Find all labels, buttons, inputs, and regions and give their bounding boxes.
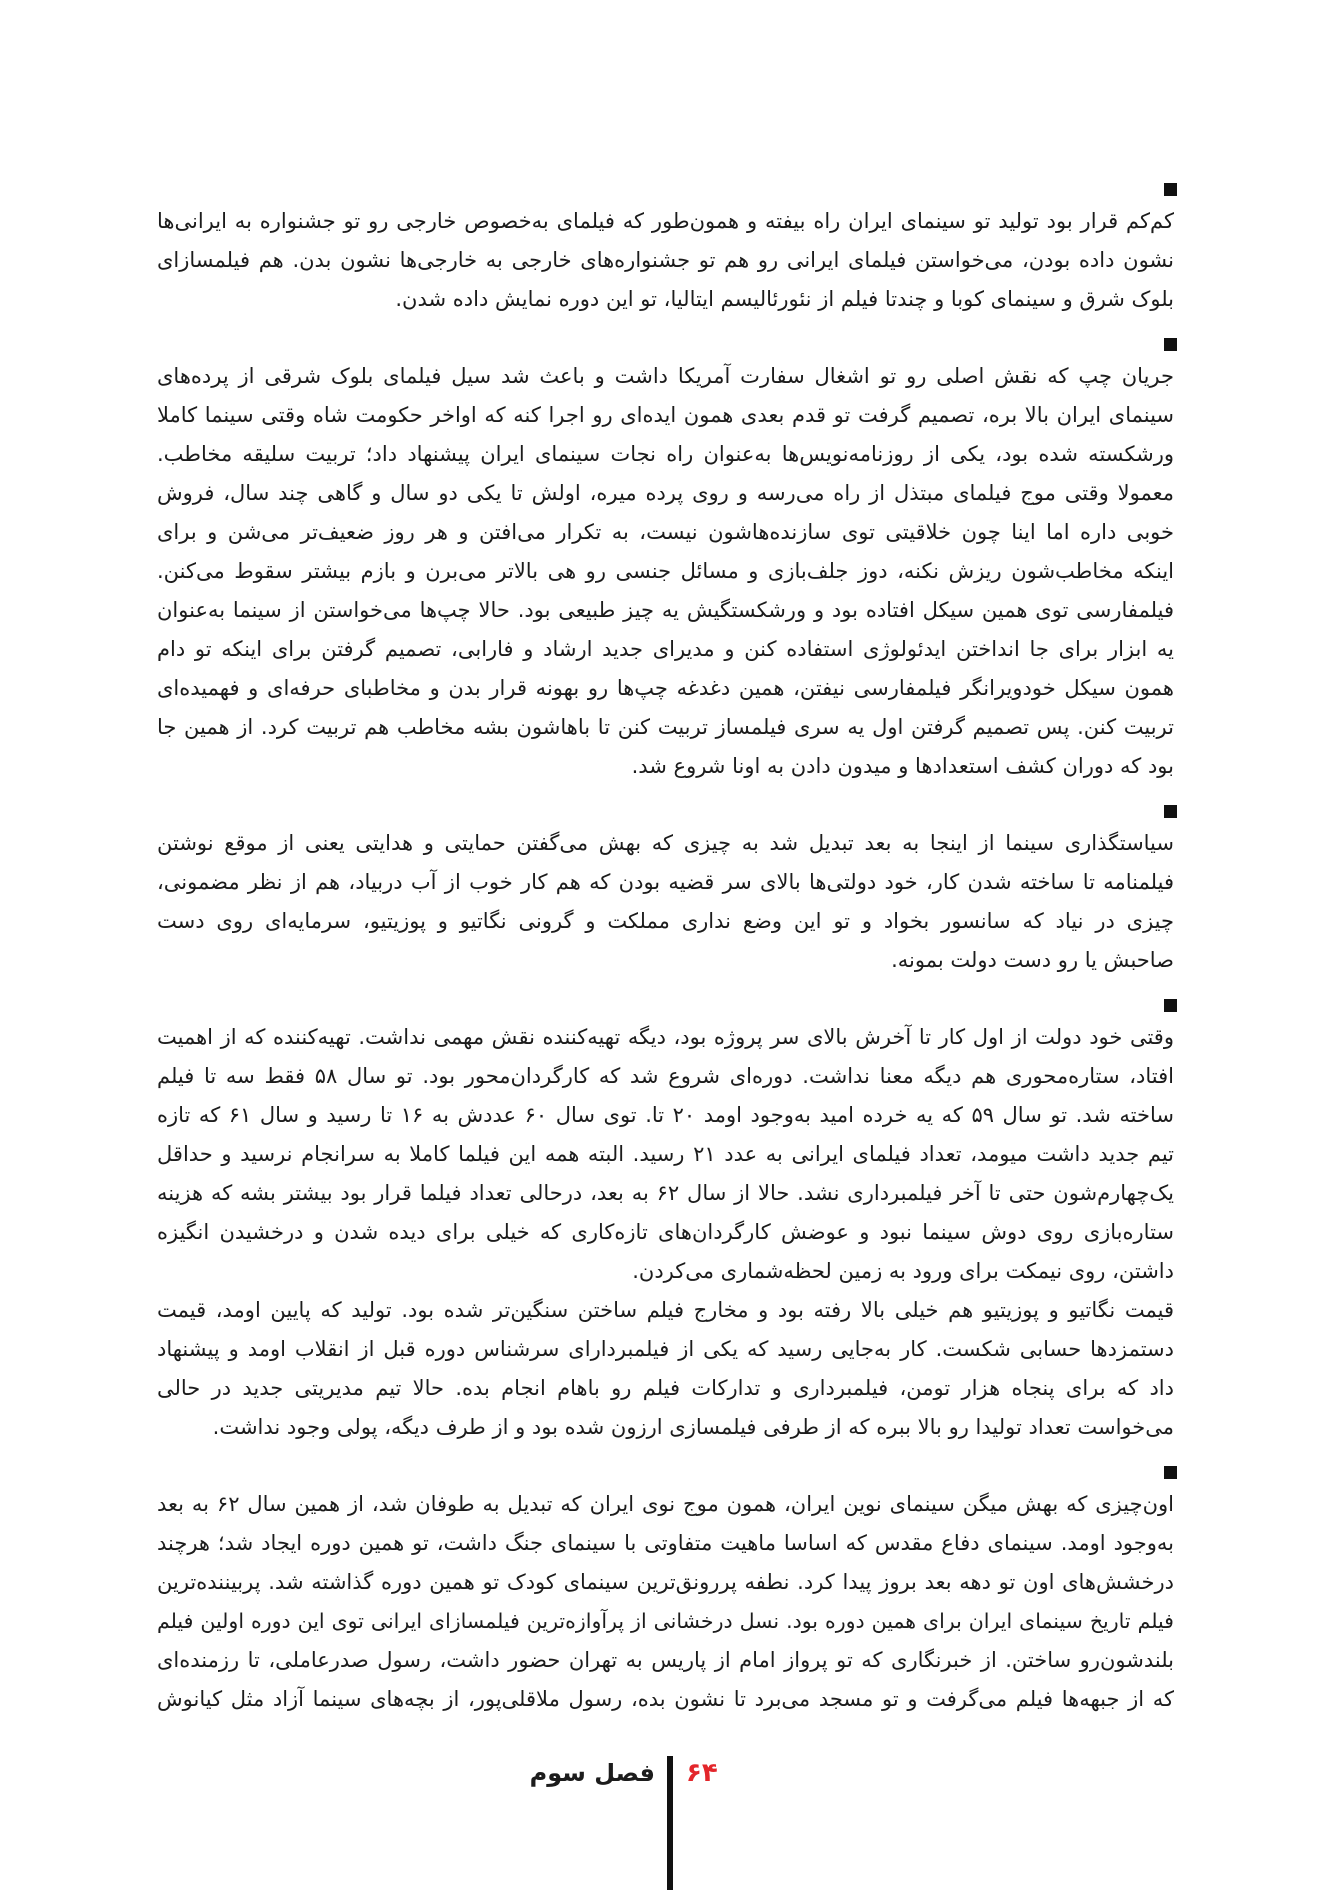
text-line: سینمای ایران بالا بره، تصمیم گرفت تو قدم بعدی همون ایده‌ای رو اجرا کنه که اواخر حکومت شاه وقتی سینما کاملا: [157, 403, 1174, 427]
paragraph-4: [157, 992, 1174, 1291]
text-line: داشتن، روی نیمکت برای ورود به زمین لحظه‌شماری می‌کردن.: [632, 1259, 1174, 1283]
text-line: فیلمفارسی توی همین سیکل افتاده بود و ورشکستگیش یه چیز طبیعی بود. حالا چپ‌ها می‌خواستن از سینما به‌عنوان: [157, 598, 1174, 622]
text-line: چیزی در نیاد که سانسور بخواد و تو این وضع نداری مملکت و گرونی نگاتیو و پوزیتیو، سرمایه‌ای روی دست: [157, 909, 1174, 933]
text-line: سیاستگذاری سینما از اینجا به بعد تبدیل شد به چیزی که بهش می‌گفتن حمایتی و هدایتی یعنی از موقع نوشتن: [157, 831, 1174, 855]
text-line: ورشکسته شده بود، یکی از روزنامه‌نویس‌ها به‌عنوان راه نجات سینمای ایران پیشنهاد داد؛ تربیت سلیقه مخاطب.: [157, 442, 1174, 466]
text-line: یک‌چهارم‌شون حتی تا آخر فیلمبرداری نشد. حالا از سال ۶۲ به بعد، درحالی تعداد فیلما قرار بود بیشتر بشه که هزینه: [157, 1181, 1174, 1205]
square-bullet-icon: [1164, 183, 1177, 196]
text-line: درخشش‌های اون تو دهه بعد بروز پیدا کرد. نطفه پررونق‌ترین سینمای کودک تو همین دوره گذاشته شد. پربیننده‌ترین: [157, 1570, 1174, 1594]
text-line: یه ابزار برای جا انداختن ایدئولوژی استفاده کنن و مدیرای جدید ارشاد و فارابی، تصمیم گرفتن برای اینکه تو دام: [157, 637, 1174, 661]
text-line: ساخته شد. تو سال ۵۹ که یه خرده امید به‌وجود اومد ۲۰ تا. توی سال ۶۰ عددش به ۱۶ تا رسید و سال ۶۱ که تازه: [157, 1103, 1174, 1127]
text-line: خوبی داره اما اینا چون خلاقیتی توی سازنده‌هاشون نیست، به تکرار می‌افتن و هر روز ضعیف‌تر می‌شن و برای: [157, 520, 1174, 544]
text-line: جریان چپ که نقش اصلی رو تو اشغال سفارت آمریکا داشت و باعث شد سیل فیلمای بلوک شرقی از پرده‌های: [157, 364, 1174, 388]
text-line: اینکه مخاطب‌شون ریزش نکنه، دوز جلف‌بازی و مسائل جنسی رو هی بالاتر می‌برن و بازم بیشتر سقوط می‌کنن.: [157, 559, 1174, 583]
text-line: بود که دوران کشف استعدادها و میدون دادن به اونا شروع شد.: [631, 754, 1174, 778]
page-number: ۶۴: [686, 1758, 718, 1788]
text-line: فیلم تاریخ سینمای ایران برای همین دوره بود. نسل درخشانی از پرآوازه‌ترین فیلمسازای ایرانی توی این دوره اولین فیلم: [157, 1609, 1174, 1633]
text-line: می‌خواست تعداد تولیدا رو بالا ببره که از طرفی فیلمسازی ارزون شده بود و از طرف دیگه، پولی وجود نداشت.: [212, 1415, 1174, 1439]
text-line: کم‌کم قرار بود تولید تو سینمای ایران راه بیفته و همون‌طور که فیلمای به‌خصوص خارجی رو تو جشنواره به ایرانی‌ها: [157, 209, 1174, 233]
text-line: صاحبش یا رو دست دولت بمونه.: [891, 948, 1174, 972]
chapter-title: فصل سوم: [529, 1759, 655, 1787]
text-line: همون سیکل خودویرانگر فیلمفارسی نیفتن، همین دغدغه چپ‌ها رو بهونه قرار بدن و مخاطبای حرفه‌ای و فهمیده‌ای: [157, 676, 1174, 700]
text-line: افتاد، ستاره‌محوری هم دیگه معنا نداشت. دوره‌ای شروع شد که کارگردان‌محور بود. تو سال ۵۸ فقط سه تا فیلم: [157, 1064, 1174, 1088]
paragraph-marker-row: [157, 1459, 1174, 1485]
paragraph-5: [157, 1459, 1174, 1719]
text-line: اون‌چیزی که بهش میگن سینمای نوین ایران، همون موج نوی ایران که تبدیل به طوفان شد، از همین سال ۶۲ به بعد: [157, 1492, 1174, 1516]
square-bullet-icon: [1164, 338, 1177, 351]
text-line: که از جبهه‌ها فیلم می‌گرفت و تو مسجد می‌برد تا نشون بده، رسول ملاقلی‌پور، از بچه‌های سینما آزاد مثل کیانوش: [157, 1687, 1174, 1711]
text-line: ستاره‌بازی روی دوش سینما نبود و عوضش کارگردان‌های تازه‌کاری که خیلی برای دیده شدن و درخشیدن انگیزه: [157, 1220, 1174, 1244]
text-line: دستمزدها حسابی شکست. کار به‌جایی رسید که یکی از فیلمبردارای سرشناس دوره قبل از انقلاب اومد و پیشنهاد: [157, 1337, 1174, 1361]
paragraph-marker-row: [157, 176, 1174, 202]
text-line: بلندشون‌رو ساختن. از خبرنگاری که تو پرواز امام از پاریس به تهران حضور داشت، رسول صدرعاملی، تا رزمنده‌ای: [157, 1648, 1174, 1672]
paragraph-3: [157, 798, 1174, 980]
text-line: تیم جدید داشت میومد، تعداد فیلمای ایرانی به عدد ۲۱ رسید. البته همه این فیلما کاملا به سرانجام نرسید و حداقل: [157, 1142, 1174, 1166]
square-bullet-icon: [1164, 999, 1177, 1012]
text-line: معمولا وقتی موج فیلمای مبتذل از راه می‌رسه و روی پرده میره، اولش تا یکی دو سال و گاهی چند سال، فروش: [157, 481, 1174, 505]
footer-divider: [667, 1756, 673, 1890]
text-line: داد که برای پنجاه هزار تومن، فیلمبرداری و تدارکات فیلم رو باهام انجام بده. حالا تیم مدیریتی جدید در حالی: [157, 1376, 1174, 1400]
text-line: فیلمنامه تا ساخته شدن کار، خود دولتی‌ها بالای سر قضیه بودن که هم کار خوب از آب دربیاد، هم از نظر مضمونی،: [157, 870, 1174, 894]
text-line: وقتی خود دولت از اول کار تا آخرش بالای سر پروژه بود، دیگه تهیه‌کننده نقش مهمی نداشت. تهیه‌کننده که از اهمیت: [157, 1025, 1174, 1049]
paragraph-1: [157, 176, 1174, 319]
text-line: تربیت کنن. پس تصمیم گرفتن اول یه سری فیلمساز تربیت کنن تا باهاشون بشه مخاطب هم تربیت کرد. از همین جا: [157, 715, 1174, 739]
paragraph-4-continued: [157, 1291, 1174, 1447]
paragraph-2: [157, 331, 1174, 786]
text-line: به‌وجود اومد. سینمای دفاع مقدس که اساسا ماهیت متفاوتی با سینمای جنگ داشت، تو همین دوره ایجاد شد؛ هرچند: [157, 1531, 1174, 1555]
page-body: [157, 176, 1174, 1719]
text-line: نشون داده بودن، می‌خواستن فیلمای ایرانی رو هم تو جشنواره‌های خارجی به خارجی‌ها نشون بدن. هم فیلمسازای: [157, 248, 1174, 272]
paragraph-marker-row: [157, 331, 1174, 357]
text-line: قیمت نگاتیو و پوزیتیو هم خیلی بالا رفته بود و مخارج فیلم ساختن سنگین‌تر شده بود. تولید که پایین اومد، قیمت: [157, 1298, 1174, 1322]
paragraph-marker-row: [157, 798, 1174, 824]
square-bullet-icon: [1164, 1466, 1177, 1479]
text-line: بلوک شرق و سینمای کوبا و چندتا فیلم از نئورئالیسم ایتالیا، تو این دوره نمایش داده شدن.: [395, 287, 1174, 311]
square-bullet-icon: [1164, 805, 1177, 818]
paragraph-marker-row: [157, 992, 1174, 1018]
